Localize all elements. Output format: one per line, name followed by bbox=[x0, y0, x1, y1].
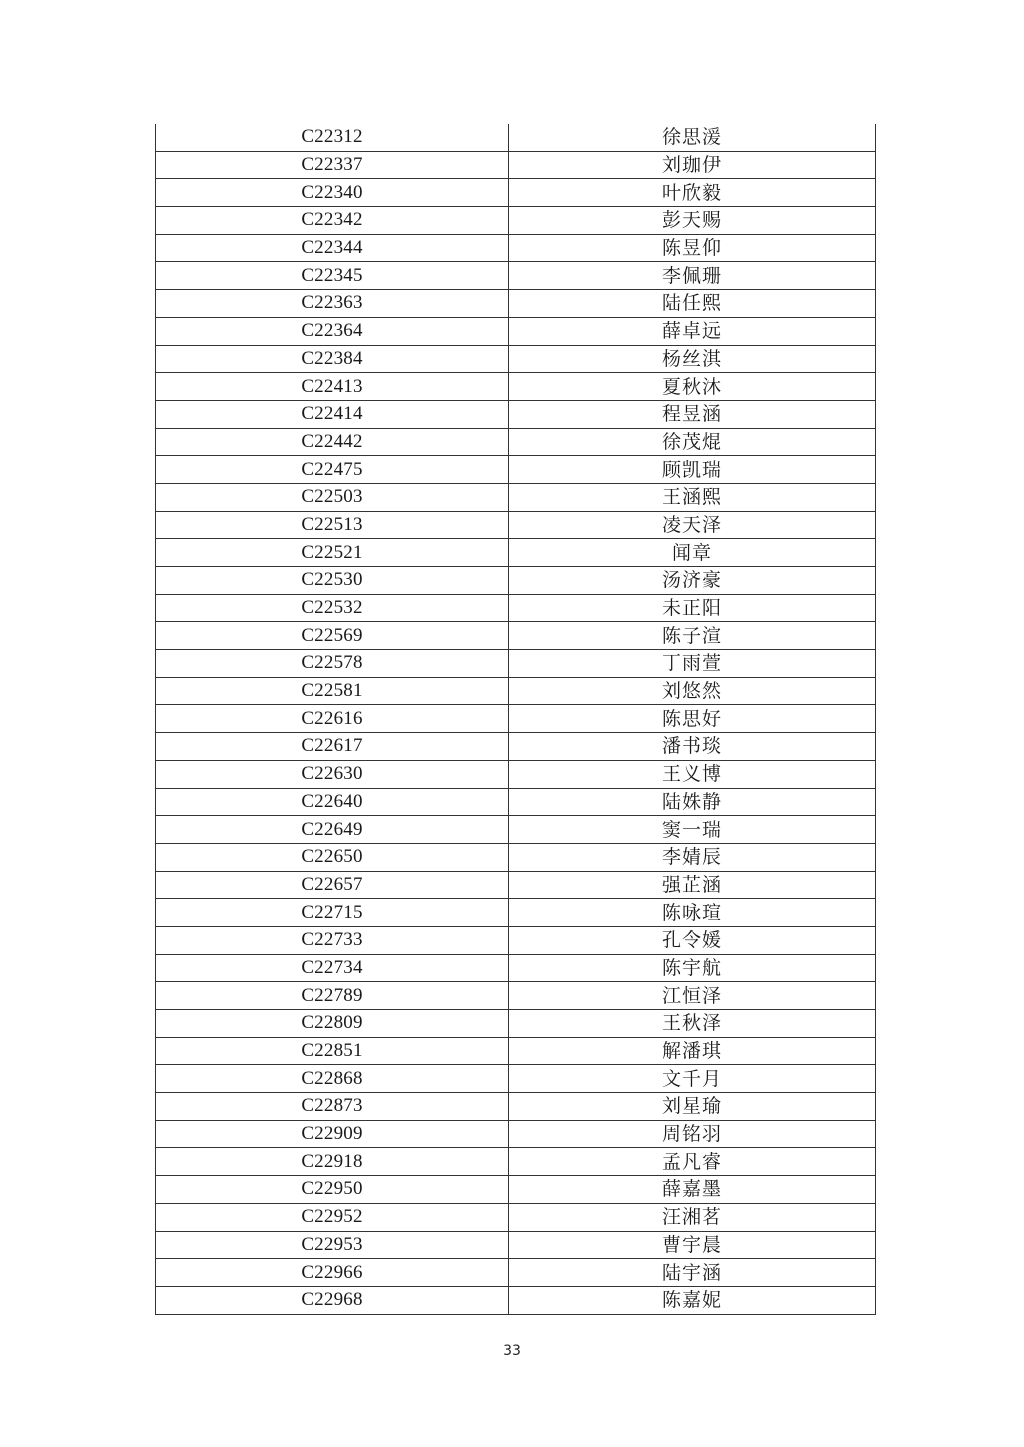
table-row bbox=[156, 899, 876, 927]
id-cell: C22530 bbox=[156, 567, 509, 595]
table-row bbox=[156, 124, 876, 151]
id-cell: C22363 bbox=[156, 290, 509, 318]
name-cell: 陈嘉妮 bbox=[509, 1286, 876, 1314]
table-row bbox=[156, 456, 876, 484]
id-cell: C22616 bbox=[156, 705, 509, 733]
name-cell: 丁雨萱 bbox=[509, 650, 876, 678]
name-cell: 徐茂焜 bbox=[509, 428, 876, 456]
table-row bbox=[156, 1148, 876, 1176]
id-cell: C22532 bbox=[156, 594, 509, 622]
id-cell: C22640 bbox=[156, 788, 509, 816]
table-row bbox=[156, 677, 876, 705]
name-cell: 窦一瑞 bbox=[509, 816, 876, 844]
table-row bbox=[156, 926, 876, 954]
table-row bbox=[156, 982, 876, 1010]
table-row bbox=[156, 1176, 876, 1204]
table-row bbox=[156, 290, 876, 318]
id-cell: C22475 bbox=[156, 456, 509, 484]
name-cell: 未正阳 bbox=[509, 594, 876, 622]
id-cell: C22909 bbox=[156, 1120, 509, 1148]
name-cell: 陈思好 bbox=[509, 705, 876, 733]
name-cell: 薛卓远 bbox=[509, 317, 876, 345]
id-cell: C22630 bbox=[156, 760, 509, 788]
table-row bbox=[156, 567, 876, 595]
table-row bbox=[156, 650, 876, 678]
table-row bbox=[156, 1286, 876, 1314]
name-cell: 薛嘉墨 bbox=[509, 1176, 876, 1204]
id-cell: C22337 bbox=[156, 151, 509, 179]
id-cell: C22868 bbox=[156, 1065, 509, 1093]
table-row bbox=[156, 733, 876, 761]
id-cell: C22650 bbox=[156, 843, 509, 871]
id-cell: C22345 bbox=[156, 262, 509, 290]
id-cell: C22581 bbox=[156, 677, 509, 705]
table-row bbox=[156, 262, 876, 290]
name-cell: 叶欣毅 bbox=[509, 179, 876, 207]
id-cell: C22657 bbox=[156, 871, 509, 899]
id-cell: C22340 bbox=[156, 179, 509, 207]
id-cell: C22851 bbox=[156, 1037, 509, 1065]
table-row bbox=[156, 317, 876, 345]
id-cell: C22649 bbox=[156, 816, 509, 844]
id-cell: C22715 bbox=[156, 899, 509, 927]
name-cell: 夏秋沐 bbox=[509, 373, 876, 401]
table-row bbox=[156, 788, 876, 816]
id-cell: C22312 bbox=[156, 124, 509, 151]
table-row bbox=[156, 207, 876, 235]
table-row bbox=[156, 1010, 876, 1038]
id-cell: C22521 bbox=[156, 539, 509, 567]
table-row bbox=[156, 1259, 876, 1287]
name-cell: 孟凡睿 bbox=[509, 1148, 876, 1176]
page-number: 33 bbox=[503, 1343, 521, 1359]
roster-table-body bbox=[156, 124, 876, 1314]
table-row bbox=[156, 1120, 876, 1148]
id-cell: C22503 bbox=[156, 483, 509, 511]
id-cell: C22809 bbox=[156, 1010, 509, 1038]
table-row bbox=[156, 1203, 876, 1231]
name-cell: 李佩珊 bbox=[509, 262, 876, 290]
name-cell: 徐思湲 bbox=[509, 124, 876, 151]
id-cell: C22344 bbox=[156, 234, 509, 262]
table-row bbox=[156, 1231, 876, 1259]
id-cell: C22617 bbox=[156, 733, 509, 761]
table-row bbox=[156, 234, 876, 262]
id-cell: C22569 bbox=[156, 622, 509, 650]
name-cell: 王义博 bbox=[509, 760, 876, 788]
table-row bbox=[156, 843, 876, 871]
name-cell: 陈子渲 bbox=[509, 622, 876, 650]
name-cell: 刘珈伊 bbox=[509, 151, 876, 179]
table-row bbox=[156, 483, 876, 511]
id-cell: C22918 bbox=[156, 1148, 509, 1176]
table-row bbox=[156, 179, 876, 207]
name-cell: 王涵熙 bbox=[509, 483, 876, 511]
id-cell: C22873 bbox=[156, 1093, 509, 1121]
id-cell: C22414 bbox=[156, 400, 509, 428]
name-cell: 程昱涵 bbox=[509, 400, 876, 428]
table-row bbox=[156, 151, 876, 179]
name-cell: 孔令媛 bbox=[509, 926, 876, 954]
table-row bbox=[156, 760, 876, 788]
id-cell: C22950 bbox=[156, 1176, 509, 1204]
name-cell: 陆姝静 bbox=[509, 788, 876, 816]
id-cell: C22342 bbox=[156, 207, 509, 235]
id-cell: C22733 bbox=[156, 926, 509, 954]
name-cell: 江恒泽 bbox=[509, 982, 876, 1010]
name-cell: 陆任熙 bbox=[509, 290, 876, 318]
id-cell: C22734 bbox=[156, 954, 509, 982]
name-cell: 解潘琪 bbox=[509, 1037, 876, 1065]
name-cell: 强芷涵 bbox=[509, 871, 876, 899]
table-row bbox=[156, 1037, 876, 1065]
name-cell: 文千月 bbox=[509, 1065, 876, 1093]
name-cell: 陈昱仰 bbox=[509, 234, 876, 262]
name-cell: 刘悠然 bbox=[509, 677, 876, 705]
table-row bbox=[156, 705, 876, 733]
name-cell: 杨丝淇 bbox=[509, 345, 876, 373]
table-row bbox=[156, 622, 876, 650]
id-cell: C22513 bbox=[156, 511, 509, 539]
id-cell: C22952 bbox=[156, 1203, 509, 1231]
name-cell: 顾凯瑞 bbox=[509, 456, 876, 484]
table-row bbox=[156, 871, 876, 899]
id-cell: C22384 bbox=[156, 345, 509, 373]
table-row bbox=[156, 539, 876, 567]
id-cell: C22413 bbox=[156, 373, 509, 401]
id-cell: C22578 bbox=[156, 650, 509, 678]
table-row bbox=[156, 816, 876, 844]
id-cell: C22442 bbox=[156, 428, 509, 456]
table-row bbox=[156, 1065, 876, 1093]
table-row bbox=[156, 345, 876, 373]
table-row bbox=[156, 1093, 876, 1121]
table-row bbox=[156, 954, 876, 982]
id-cell: C22966 bbox=[156, 1259, 509, 1287]
table-row bbox=[156, 511, 876, 539]
table-row bbox=[156, 373, 876, 401]
name-cell: 凌天泽 bbox=[509, 511, 876, 539]
id-cell: C22364 bbox=[156, 317, 509, 345]
name-cell: 周铭羽 bbox=[509, 1120, 876, 1148]
table-row bbox=[156, 400, 876, 428]
name-cell: 刘星瑜 bbox=[509, 1093, 876, 1121]
name-cell: 陈宇航 bbox=[509, 954, 876, 982]
name-cell: 李婧辰 bbox=[509, 843, 876, 871]
name-cell: 王秋泽 bbox=[509, 1010, 876, 1038]
name-cell: 汪湘茗 bbox=[509, 1203, 876, 1231]
id-cell: C22789 bbox=[156, 982, 509, 1010]
table-row bbox=[156, 428, 876, 456]
name-cell: 陆宇涵 bbox=[509, 1259, 876, 1287]
name-cell: 曹宇晨 bbox=[509, 1231, 876, 1259]
name-cell: 陈咏瑄 bbox=[509, 899, 876, 927]
name-cell: 闻章 bbox=[509, 539, 876, 567]
name-cell: 汤济豪 bbox=[509, 567, 876, 595]
id-cell: C22968 bbox=[156, 1286, 509, 1314]
table-row bbox=[156, 594, 876, 622]
name-cell: 潘书琰 bbox=[509, 733, 876, 761]
name-cell: 彭天赐 bbox=[509, 207, 876, 235]
id-cell: C22953 bbox=[156, 1231, 509, 1259]
roster-table bbox=[155, 124, 876, 1315]
